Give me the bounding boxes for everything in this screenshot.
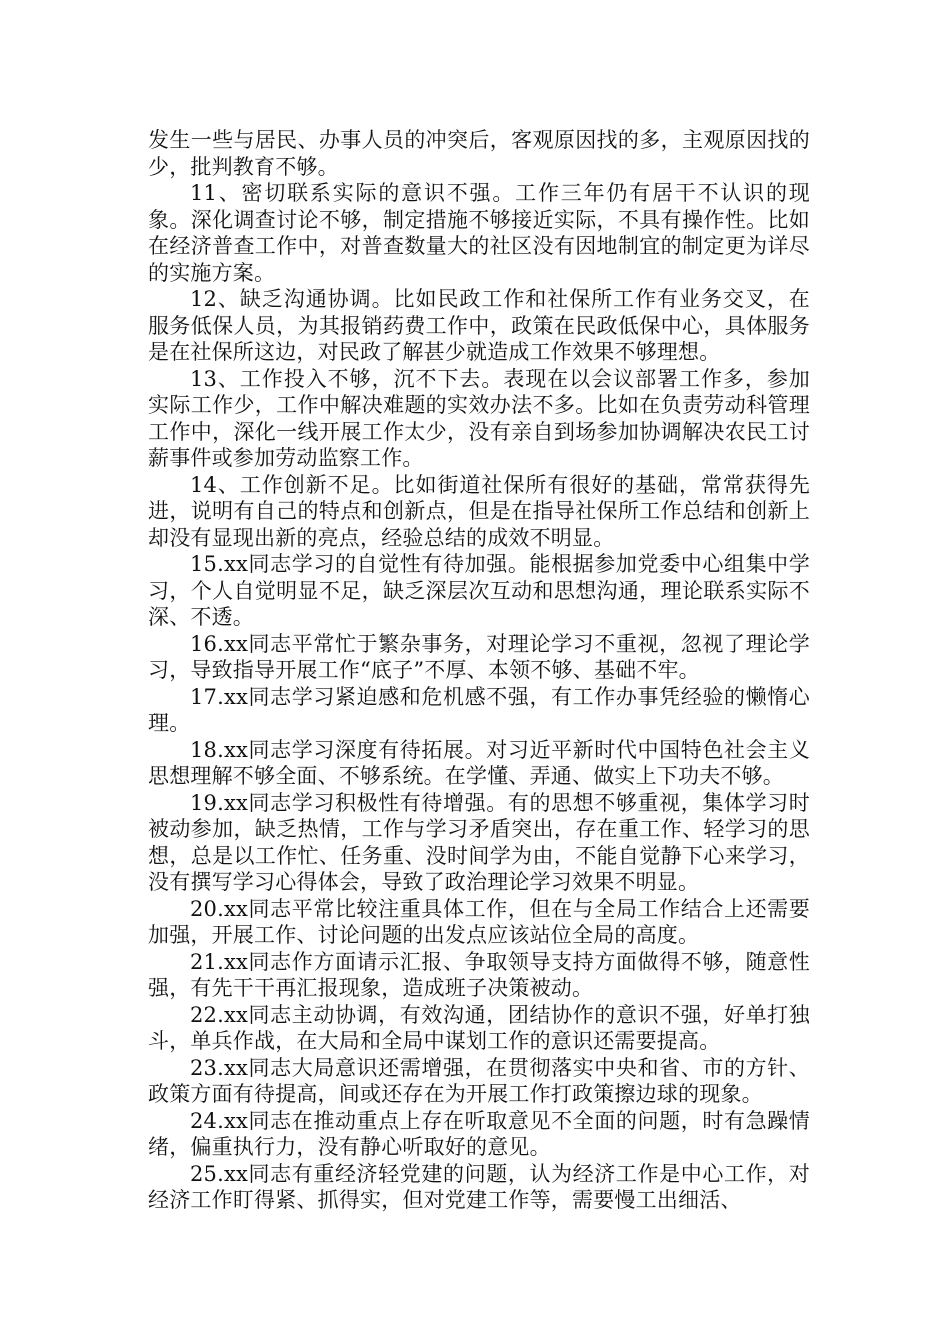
paragraph-item-11: 11、密切联系实际的意识不强。工作三年仍有居干不认识的现象。深化调查讨论不够，制定措施不够接近实际，不具有操作性。比如在经济普查工作中，对普查数量大的社区没有因地制宜的制定更为详尽的实施方案。	[148, 181, 810, 285]
paragraph-continuation: 发生一些与居民、办事人员的冲突后，客观原因找的多，主观原因找的少，批判教育不够。	[148, 128, 810, 179]
paragraph-item-13: 13、工作投入不够，沉不下去。表现在以会议部署工作多，参加实际工作少，工作中解决难题的实效办法不多。比如在负责劳动科管理工作中，深化一线开展工作太少，没有亲自到场参加协调解决农民工讨薪事件或参加劳动监察工作。	[148, 366, 810, 470]
paragraph-item-17: 17.xx同志学习紧迫感和危机感不强，有工作办事凭经验的懒惰心理。	[148, 684, 810, 735]
paragraph-item-22: 22.xx同志主动协调，有效沟通，团结协作的意识不强，好单打独斗，单兵作战，在大局和全局中谋划工作的意识还需要提高。	[148, 1002, 810, 1053]
paragraph-item-14: 14、工作创新不足。比如街道社保所有很好的基础，常常获得先进，说明有自己的特点和创新点，但是在指导社保所工作总结和创新上却没有显现出新的亮点，经验总结的成效不明显。	[148, 472, 810, 550]
paragraph-item-23: 23.xx同志大局意识还需增强，在贯彻落实中央和省、市的方针、政策方面有待提高，间或还存在为开展工作打政策擦边球的现象。	[148, 1055, 810, 1106]
paragraph-item-18: 18.xx同志学习深度有待拓展。对习近平新时代中国特色社会主义思想理解不够全面、不够系统。在学懂、弄通、做实上下功夫不够。	[148, 737, 810, 788]
paragraph-item-20: 20.xx同志平常比较注重具体工作，但在与全局工作结合上还需要加强，开展工作、讨论问题的出发点应该站位全局的高度。	[148, 896, 810, 947]
paragraph-item-25: 25.xx同志有重经济轻党建的问题，认为经济工作是中心工作，对经济工作盯得紧、抓得实，但对党建工作等，需要慢工出细活、	[148, 1161, 810, 1212]
paragraph-item-12: 12、缺乏沟通协调。比如民政工作和社保所工作有业务交叉，在服务低保人员，为其报销药费工作中，政策在民政低保中心，具体服务是在社保所这边，对民政了解甚少就造成工作效果不够理想。	[148, 287, 810, 364]
paragraph-item-24: 24.xx同志在推动重点上存在听取意见不全面的问题，时有急躁情绪，偏重执行力，没有静心听取好的意见。	[148, 1108, 810, 1159]
paragraph-item-15: 15.xx同志学习的自觉性有待加强。能根据参加党委中心组集中学习，个人自觉明显不足，缺乏深层次互动和思想沟通，理论联系实际不深、不透。	[148, 552, 810, 629]
paragraph-item-21: 21.xx同志作方面请示汇报、争取领导支持方面做得不够，随意性强，有先干干再汇报现象，造成班子决策被动。	[148, 949, 810, 1000]
paragraph-item-19: 19.xx同志学习积极性有待增强。有的思想不够重视，集体学习时被动参加，缺乏热情，工作与学习矛盾突出，存在重工作、轻学习的思想，总是以工作忙、任务重、没时间学为由，不能自觉静下心来学习，没有撰写学习心得体会，导致了政治理论学习效果不明显。	[148, 790, 810, 894]
document-body	[148, 127, 810, 1214]
paragraph-item-16: 16.xx同志平常忙于繁杂事务，对理论学习不重视，忽视了理论学习，导致指导开展工作“底子”不厚、本领不够、基础不牢。	[148, 631, 810, 682]
